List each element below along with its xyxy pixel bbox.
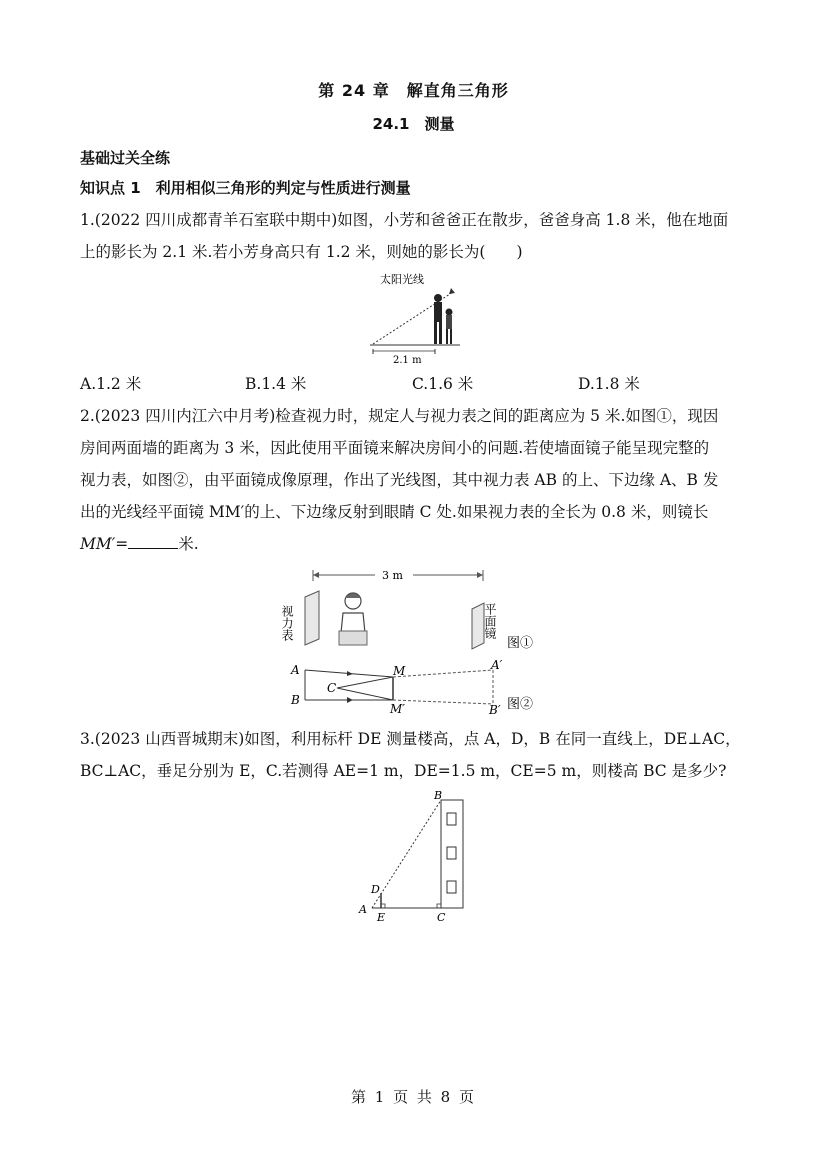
q1-choice-d[interactable]: D.1.8 米: [578, 375, 640, 393]
father-figure: [434, 294, 442, 344]
fig1-chart-label: 视力表: [280, 605, 294, 641]
q3-label-E: E: [377, 911, 386, 924]
ray-arrow-icon: [449, 288, 455, 294]
page-footer: 第 1 页 共 8 页: [351, 1088, 476, 1106]
label-M-prime: M′: [390, 702, 406, 716]
exercise-level-heading: 基础过关全练: [80, 149, 171, 167]
label-B: B: [291, 693, 300, 707]
q3-line2: BC⊥AC，垂足分别为 E，C.若测得 AE=1 m，DE=1.5 m，CE=5 m，则楼高 BC 是多少?: [80, 762, 727, 780]
q1-sun-label: 太阳光线: [380, 273, 424, 286]
q1-figure: [365, 270, 475, 365]
q2-line4: 出的光线经平面镜 MM′的上、下边缘反射到眼睛 C 处.如果视力表的全长为 0.8 米，则镜长: [80, 503, 709, 521]
q1-choice-b[interactable]: B.1.4 米: [245, 375, 307, 393]
label-A-prime: A′: [491, 658, 503, 672]
label-C: C: [327, 681, 337, 695]
q2-figure-1: [280, 565, 545, 655]
q3-figure: [355, 787, 475, 927]
girl-figure: [446, 309, 453, 345]
label-A: A: [291, 663, 300, 677]
ray-m2-c: [337, 688, 393, 700]
q2-line5: [80, 534, 199, 554]
sightline-ab: [372, 800, 441, 908]
ray-m-c: [337, 677, 393, 688]
dashed-top: [393, 670, 493, 677]
q2-line2: 房间两面墙的距离为 3 米，因此使用平面镜来解决房间小的问题.若使墙面镜子能呈现完整的: [80, 439, 710, 457]
q2-answer-blank[interactable]: [128, 534, 178, 549]
q3-label-C: C: [437, 911, 446, 924]
q2-figure-2: [285, 658, 555, 717]
fig2-tag: 图②: [507, 697, 534, 712]
window-3: [447, 881, 456, 893]
q3-label-A: A: [359, 903, 367, 916]
q2-line3: 视力表，如图②，由平面镜成像原理，作出了光线图，其中视力表 AB 的上、下边缘 A、B 发: [80, 471, 719, 489]
window-1: [447, 813, 456, 825]
q2-unit: 米.: [178, 535, 199, 553]
q3-label-D: D: [371, 883, 380, 896]
q2-line1: 2.(2023 四川内江六中月考)检查视力时，规定人与视力表之间的距离应为 5 米.如图①，现因: [80, 407, 719, 425]
dashed-bottom: [393, 700, 493, 704]
window-2: [447, 847, 456, 859]
q3-line1: 3.(2023 山西晋城期末)如图，利用标杆 DE 测量楼高，点 A，D，B 在同一直线上，DE⊥AC，: [80, 730, 741, 748]
q1-line2: 上的影长为 2.1 米.若小芳身高只有 1.2 米，则她的影长为( ): [80, 243, 523, 261]
q1-choice-c[interactable]: C.1.6 米: [412, 375, 474, 393]
q2-mm-label: MM′=: [80, 535, 129, 553]
fig1-distance-label: 3 m: [382, 569, 403, 582]
seated-person: [339, 593, 367, 645]
building: [441, 800, 463, 908]
chapter-title: 第 24 章 解直角三角形: [318, 81, 509, 100]
label-B-prime: B′: [489, 703, 501, 717]
fig1-tag: 图①: [507, 636, 534, 651]
knowledge-point-heading: 知识点 1 利用相似三角形的判定与性质进行测量: [80, 179, 411, 197]
q1-line1: 1.(2022 四川成都青羊石室联中期中)如图，小芳和爸爸正在散步，爸爸身高 1.8 米，他在地面: [80, 211, 729, 229]
q1-shadow-label: 2.1 m: [393, 355, 422, 366]
label-M: M: [393, 664, 406, 678]
fig1-mirror-label: 平面镜: [483, 603, 497, 639]
q1-choice-a[interactable]: A.1.2 米: [80, 375, 142, 393]
eye-chart-panel: [305, 591, 319, 645]
section-title: 24.1 测量: [372, 115, 455, 133]
q3-label-B: B: [434, 789, 443, 802]
